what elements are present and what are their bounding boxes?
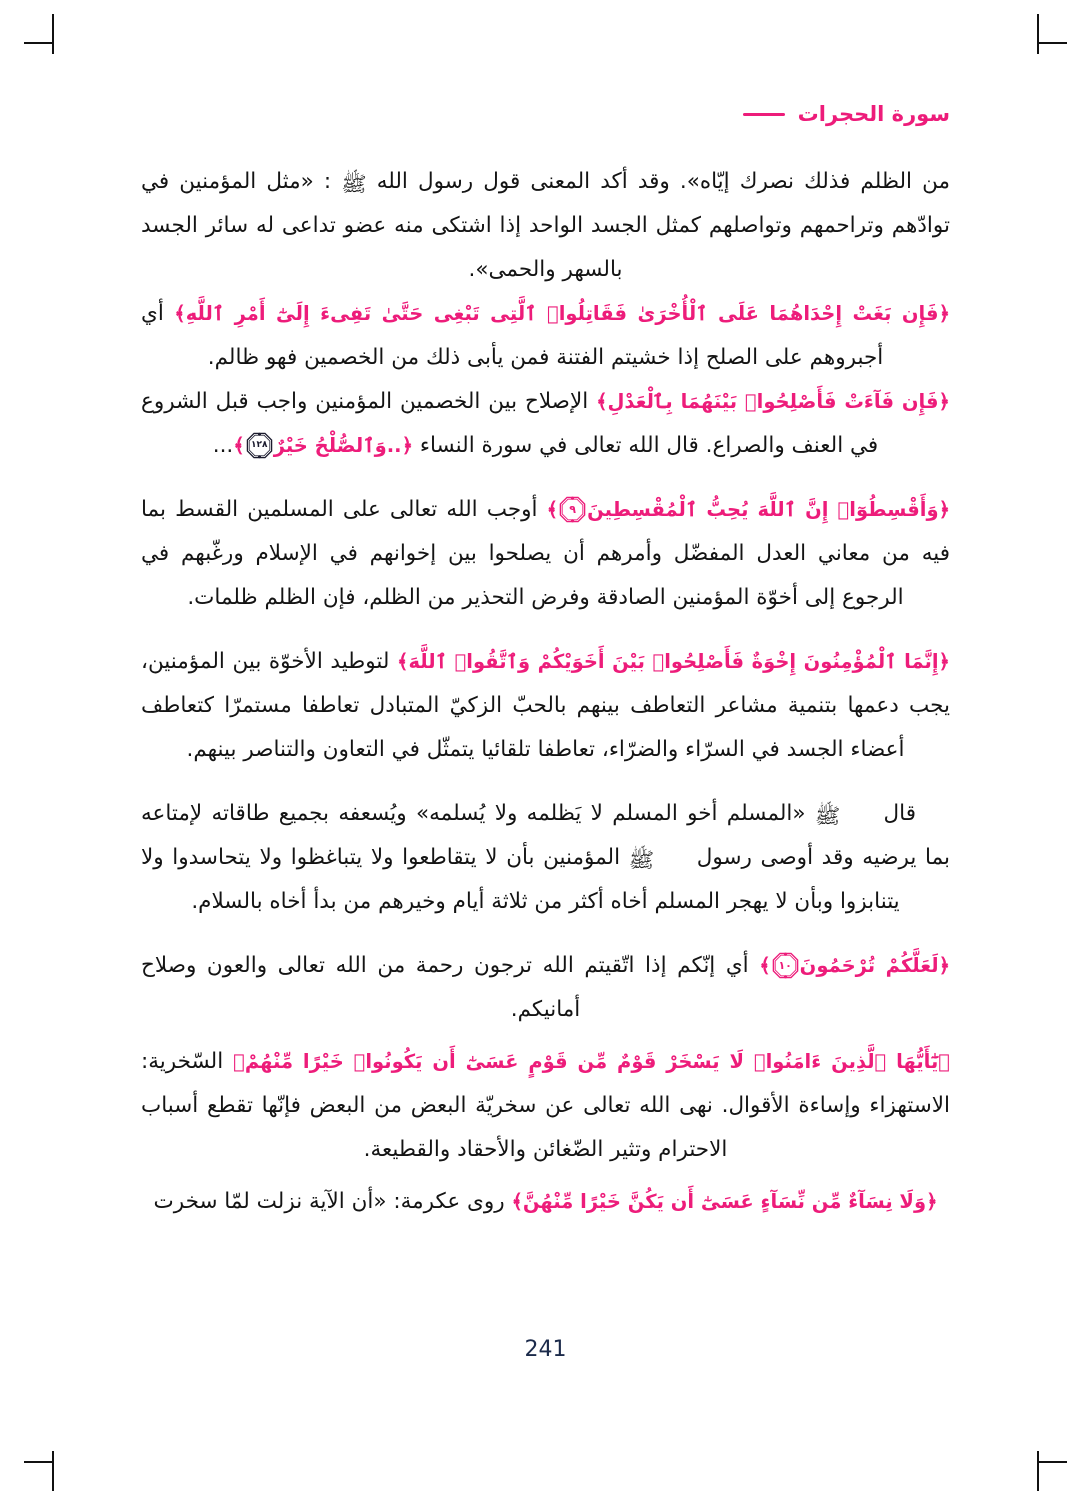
prose-run: السّخرية: الاستهزاء وإساءة الأقوال. نهى الله تعالى عن سخريّة البعض من البعض فإنّها تقطع أسباب الاحترام وتثير الضّغائن والأحقاد والقطيعة. (141, 1049, 950, 1162)
quran-ayah-text: ﴿فَإِن بَغَتْ إِحْدَاهُمَا عَلَى ٱلْأُخْرَىٰ فَقَاتِلُوا۟ ٱلَّتِى تَبْغِى حَتَّىٰ تَفِىءَ إِلَىٰٓ أَمْرِ ٱللَّهِ﴾ (174, 302, 950, 325)
ayah-number-ornament-icon (772, 952, 799, 979)
crop-mark-horizontal-rule (24, 1461, 52, 1463)
prose-run: روى عكرمة: «أن الآية نزلت لمّا سخرت (153, 1189, 512, 1214)
ayah-number-value: ١٢٨ (250, 440, 268, 450)
page-number: 241 (524, 1337, 567, 1362)
crop-mark-horizontal-rule (1039, 1461, 1067, 1463)
sallallahu-alayhi-wasallam-icon: ﷺ (814, 804, 841, 828)
paragraph-hadith (141, 792, 950, 924)
text-column (141, 160, 950, 1224)
running-head-surah-name: سورة الحجرات (797, 102, 950, 126)
prose-run: أي أجبروهم على الصلح إذا خشيتم الفتنة فمن يأبى ذلك من الخصمين فهو ظالم. (141, 301, 884, 370)
ayah-number-ornament-icon (559, 496, 586, 523)
quran-ayah-text: ﴿يَٰٓأَيُّهَا ٱلَّذِينَ ءَامَنُوا۟ لَا يَسْخَرْ قَوْمٌ مِّن قَوْمٍ عَسَىٰٓ أَن يَكُونُوا۟ خَيْرًا مِّنْهُمْ﴾ (233, 1050, 950, 1073)
prose-run: : «مثل المؤمنين في توادّهم وتراحمهم وتواصلهم كمثل الجسد الواحد إذا اشتكى منه عضو تداعى له سائر الجسد بالسهر والحمى». (141, 169, 950, 282)
paragraph-ayah-women (141, 1180, 950, 1224)
paragraph-ayah-fight (141, 292, 950, 380)
quran-ayah-text: ﴿وَأَقْسِطُوٓا۟ إِنَّ ٱللَّهَ يُحِبُّ ٱلْمُقْسِطِينَ (587, 498, 951, 521)
paragraph-ayah-mockery (141, 1040, 950, 1172)
paragraph-ayah-justice (141, 488, 950, 620)
prose-run: أوجب الله تعالى على المسلمين القسط بما فيه من معاني العدل المفضّل وأمرهم أن يصلحوا بين إخوانهم في الإسلام ورغّبهم في الرجوع إلى أخوّة المؤمنين الصادقة وفرض التحذير من الظلم، فإن الظلم ظلمات. (141, 497, 950, 610)
quran-ayah-text: ﴿..وَٱلصُّلْحُ خَيْرٌ (273, 434, 413, 457)
running-head (743, 104, 950, 125)
paragraph-ayah-brotherhood (141, 640, 950, 772)
quran-ayah-close-brace: ﴾ (546, 498, 559, 521)
horizontal-rule-ornament-icon (743, 113, 785, 116)
ayah-number-value: ١٠ (778, 959, 792, 972)
prose-run: الإصلاح بين الخصمين المؤمنين واجب قبل الشروع في العنف والصراع. قال الله تعالى في سورة النساء (141, 389, 879, 458)
quran-ayah-text: ﴿فَإِن فَآءَتْ فَأَصْلِحُوا۟ بَيْنَهُمَا بِٱلْعَدْلِ﴾ (596, 390, 950, 413)
prose-run: أي إنّكم إذا اتّقيتم الله ترجون رحمة من الله تعالى والعون وصلاح أمانيكم. (141, 953, 760, 1022)
prose-run: من الظلم فذلك نصرك إيّاه». وقد أكد المعنى قول رسول الله (366, 169, 950, 194)
crop-mark-vertical-rule (1037, 1451, 1039, 1491)
crop-mark-vertical-rule (52, 1451, 54, 1491)
quran-ayah-text: ﴿وَلَا نِسَآءٌ مِّن نِّسَآءٍ عَسَىٰٓ أَن يَكُنَّ خَيْرًا مِّنْهُنَّ﴾ (511, 1190, 938, 1213)
paragraph-ayah-reconcile (141, 380, 950, 468)
quran-ayah-close-brace: ﴾ (233, 434, 245, 457)
sallallahu-alayhi-wasallam-icon: ﷺ (341, 172, 367, 196)
ellipsis: ... (212, 433, 234, 458)
ayah-number-value: ٩ (569, 503, 576, 516)
crop-mark-horizontal-rule (1039, 42, 1067, 44)
ayah-number-ornament-icon (246, 432, 273, 459)
paragraph-continuation (141, 160, 950, 292)
prose-run: المؤمنين بأن لا يتقاطعوا ولا يتباغظوا ولا يتحاسدوا ولا يتنابزوا وبأن لا يهجر المسلم أخاه أكثر من ثلاثة أيام وخيرهم من بدأ أخاه بالسلام. (141, 845, 900, 914)
quran-ayah-close-brace: ﴾ (759, 954, 771, 977)
quran-ayah-text: ﴿لَعَلَّكُمْ تُرْحَمُونَ (799, 954, 950, 977)
paragraph-ayah-mercy (141, 944, 950, 1032)
crop-mark-vertical-rule (1037, 14, 1039, 54)
prose-run: «المسلم أخو المسلم لا يَظلمه ولا يُسلمه» ويُسعفه بجميع طاقاته لإمتاعه بما يرضيه وقد أوصى رسول (141, 801, 950, 870)
prose-run: لتوطيد الأخوّة بين المؤمنين، يجب دعمها بتنمية مشاعر التعاطف بينهم بالحبّ الزكيّ المتبادل تعاطفا مستمرّا كتعاطف أعضاء الجسد في السرّاء والضرّاء، تعاطفا تلقائيا يتمثّل في التعاون والتناصر بينهم. (141, 649, 950, 762)
crop-mark-horizontal-rule (24, 42, 52, 44)
sallallahu-alayhi-wasallam-icon: ﷺ (628, 848, 655, 872)
prose-run: قال (874, 801, 916, 826)
crop-mark-vertical-rule (52, 14, 54, 54)
quran-ayah-text: ﴿إِنَّمَا ٱلْمُؤْمِنُونَ إِخْوَةٌ فَأَصْلِحُوا۟ بَيْنَ أَخَوَيْكُمْ وَٱتَّقُوا۟ ٱللَّهَ﴾ (397, 650, 950, 673)
